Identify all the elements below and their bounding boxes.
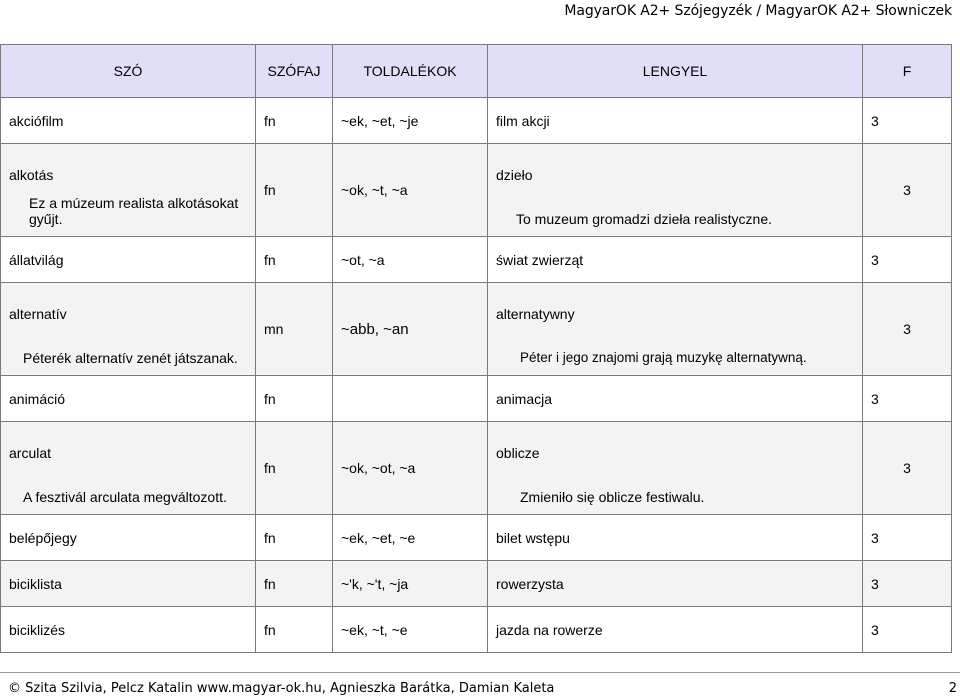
translation-cell <box>488 283 863 376</box>
word-text: arculat <box>9 445 52 461</box>
word-cell: animáció <box>1 376 256 422</box>
level-cell: 3 <box>863 515 952 561</box>
example-hungarian: Péterék alternatív zenét játszanak. <box>23 350 238 366</box>
pos-cell: fn <box>256 515 333 561</box>
footer-copyright: © Szita Szilvia, Pelcz Katalin www.magyar-ok.hu, Agnieszka Barátka, Damian Kaleta <box>8 681 555 696</box>
suffix-cell: ~ek, ~et, ~e <box>333 515 488 561</box>
pos-cell: fn <box>256 561 333 607</box>
translation-cell: animacja <box>488 376 863 422</box>
table-row <box>1 283 952 376</box>
page-footer <box>0 672 960 699</box>
table-row <box>1 607 952 653</box>
level-cell: 3 <box>863 144 952 237</box>
suffix-cell <box>333 376 488 422</box>
pos-cell: fn <box>256 237 333 283</box>
level-cell: 3 <box>863 607 952 653</box>
pos-cell: fn <box>256 607 333 653</box>
word-cell: biciklizés <box>1 607 256 653</box>
word-text: alkotás <box>9 167 54 183</box>
word-cell: akciófilm <box>1 98 256 144</box>
table-row <box>1 376 952 422</box>
level-cell: 3 <box>863 422 952 515</box>
table-row <box>1 515 952 561</box>
suffix-cell: ~abb, ~an <box>333 283 488 376</box>
table-header-row <box>1 45 952 98</box>
example-hungarian: A fesztivál arculata megváltozott. <box>23 489 227 505</box>
word-cell: biciklista <box>1 561 256 607</box>
vocabulary-table <box>0 44 952 653</box>
word-cell: állatvilág <box>1 237 256 283</box>
translation-cell: jazda na rowerze <box>488 607 863 653</box>
example-polish: Zmieniło się oblicze festiwalu. <box>520 489 705 505</box>
suffix-cell: ~ek, ~et, ~je <box>333 98 488 144</box>
table-row <box>1 422 952 515</box>
column-header-word: SZÓ <box>1 45 256 98</box>
word-text: alternatív <box>9 306 67 322</box>
pos-cell: mn <box>256 283 333 376</box>
word-cell: belépőjegy <box>1 515 256 561</box>
footer-divider <box>0 672 960 673</box>
level-cell: 3 <box>863 237 952 283</box>
column-header-translation: LENGYEL <box>488 45 863 98</box>
translation-text: alternatywny <box>496 306 575 322</box>
word-cell <box>1 283 256 376</box>
level-cell: 3 <box>863 98 952 144</box>
table-row <box>1 98 952 144</box>
translation-cell: świat zwierząt <box>488 237 863 283</box>
pos-cell: fn <box>256 422 333 515</box>
translation-cell <box>488 422 863 515</box>
example-hungarian: Ez a múzeum realista alkotásokat gyűjt. <box>29 195 239 227</box>
column-header-suffix: TOLDALÉKOK <box>333 45 488 98</box>
suffix-cell: ~ot, ~a <box>333 237 488 283</box>
suffix-cell: ~ok, ~ot, ~a <box>333 422 488 515</box>
word-cell <box>1 422 256 515</box>
page-header-title: MagyarOK A2+ Szójegyzék / MagyarOK A2+ Słowniczek <box>564 3 952 19</box>
column-header-level: F <box>863 45 952 98</box>
table-row <box>1 144 952 237</box>
translation-text: dzieło <box>496 167 533 183</box>
level-cell: 3 <box>863 561 952 607</box>
translation-cell: bilet wstępu <box>488 515 863 561</box>
word-cell <box>1 144 256 237</box>
translation-cell: rowerzysta <box>488 561 863 607</box>
level-cell: 3 <box>863 283 952 376</box>
example-polish: Péter i jego znajomi grają muzykę alternatywną. <box>520 350 807 365</box>
table-row <box>1 561 952 607</box>
translation-cell <box>488 144 863 237</box>
translation-cell: film akcji <box>488 98 863 144</box>
suffix-cell: ~'k, ~'t, ~ja <box>333 561 488 607</box>
suffix-cell: ~ok, ~t, ~a <box>333 144 488 237</box>
pos-cell: fn <box>256 144 333 237</box>
translation-text: oblicze <box>496 445 540 461</box>
suffix-cell: ~ek, ~t, ~e <box>333 607 488 653</box>
table-row <box>1 237 952 283</box>
column-header-pos: SZÓFAJ <box>256 45 333 98</box>
level-cell: 3 <box>863 376 952 422</box>
pos-cell: fn <box>256 98 333 144</box>
page-number: 2 <box>948 681 957 696</box>
example-polish: To muzeum gromadzi dzieła realistyczne. <box>516 211 772 227</box>
pos-cell: fn <box>256 376 333 422</box>
